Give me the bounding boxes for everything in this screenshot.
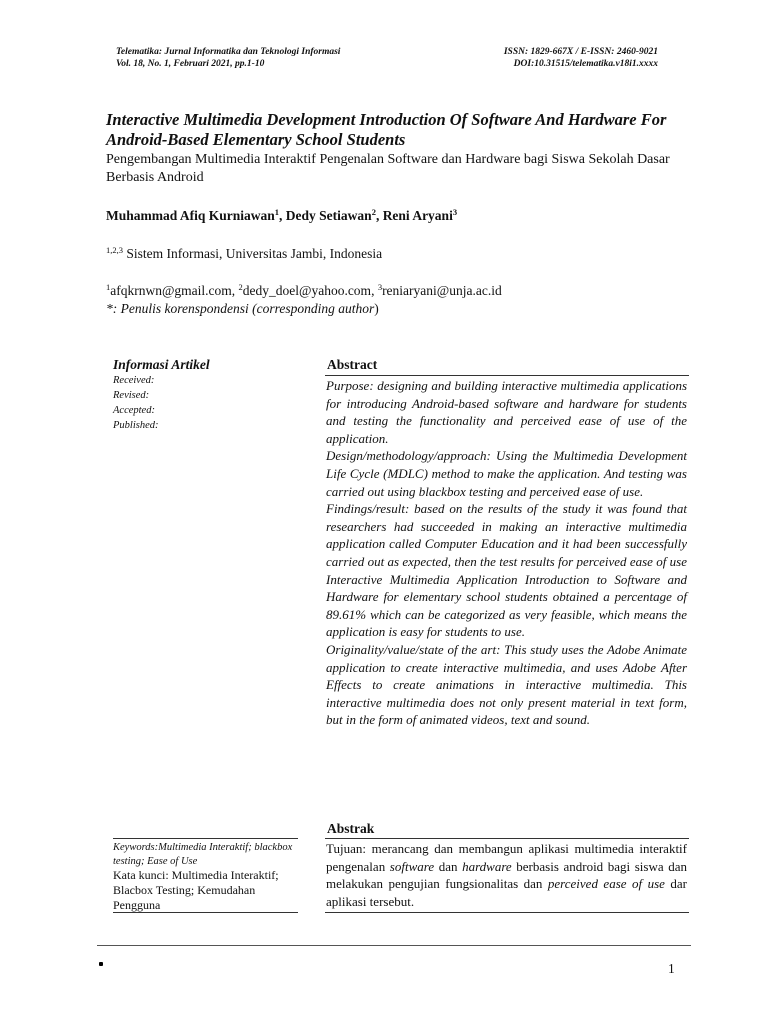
email-sup: 1: [106, 282, 111, 292]
email-block: [106, 282, 502, 318]
keywords-english: Keywords:Multimedia Interaktif; blackbox testing; Ease of Use: [113, 842, 293, 867]
author-name: Muhammad Afiq Kurniawan: [106, 208, 275, 223]
email-link[interactable]: afqkrnwn@gmail.com: [110, 283, 232, 298]
abstrak-text: dan: [434, 858, 463, 874]
abstrak-italic: hardware: [462, 858, 512, 874]
abstract-findings: Findings/result: based on the results of the study it was found that researchers had succeeded in making an interactive multimedia application called Computer Education and it had been successfully carried out as expected, then the test results for perceived ease of use Interactive Multimedia Application Introduction to Software and Hardware for elementary school students obtained a percentage of 89.61% which can be categorized as very feasible, which means the application is easy for students to use.: [326, 501, 687, 640]
corresponding-italic: corresponding author: [256, 301, 375, 316]
author-sup: 2: [371, 207, 376, 217]
keywords-rule-bottom: [113, 912, 298, 913]
running-header-right: [504, 46, 658, 70]
keywords-block: [113, 841, 298, 913]
keywords-rule-top: [113, 838, 298, 839]
abstrak-rule: [325, 838, 689, 839]
email-link[interactable]: dedy_doel@yahoo.com: [242, 283, 372, 298]
affiliation-text: Sistem Informasi, Universitas Jambi, Indonesia: [126, 246, 383, 261]
abstract-rule: [325, 375, 689, 376]
abstract-heading: Abstract: [327, 357, 378, 372]
published-label: Published:: [113, 420, 159, 431]
page-number: 1: [668, 961, 675, 976]
paper-title: Interactive Multimedia Development Introduction Of Software And Hardware For Android-Based Elementary School Students: [106, 110, 667, 149]
journal-volume: Vol. 18, No. 1, Februari 2021, pp.1-10: [116, 59, 265, 69]
journal-name: Telematika: Jurnal Informatika dan Teknologi Informasi: [116, 47, 341, 57]
affiliation: [106, 246, 382, 262]
bullet-icon: [99, 962, 103, 966]
email-sup: 3: [377, 282, 383, 292]
paper-subtitle: Pengembangan Multimedia Interaktif Pengenalan Software dan Hardware bagi Siswa Sekolah Dasar Berbasis Android: [106, 152, 670, 185]
abstract-design: Design/methodology/approach: Using the Multimedia Development Life Cycle (MDLC) method to make the application. And testing was carried out using blackbox testing and perceived ease of use.: [326, 448, 687, 499]
corresponding-note: [106, 300, 502, 318]
abstrak-body: [326, 840, 687, 910]
author-name: Dedy Setiawan: [285, 208, 372, 223]
corresponding-prefix: *: Penulis korenspondensi (: [106, 301, 257, 316]
author-list: Muhammad Afiq Kurniawan$^1$, Dedy Setiawan$^2$, Reni Aryani$^3$: [106, 207, 458, 223]
abstract-originality: Originality/value/state of the art: This study uses the Adobe Animate application to create interactive multimedia, and uses Adobe After Effects to create animations in interactive multimedia. This interactive multimedia does not only present material in text form, but in the form of animated videos, text and sound.: [326, 641, 687, 728]
abstract-purpose: Purpose: designing and building interactive multimedia applications for introducing Android-based software and hardware for students and testing the functionality and perceived ease of use of the application.: [326, 378, 687, 446]
revised-label: Revised:: [113, 390, 150, 401]
author-name: Reni Aryani: [382, 208, 453, 223]
abstrak-italic: software: [389, 858, 435, 874]
affiliation-sup: 1,2,3: [106, 245, 123, 255]
author-sup: 3: [452, 207, 458, 217]
abstrak-text: dar aplikasi tersebut.: [326, 876, 687, 909]
abstrak-rule-bottom: [325, 912, 689, 913]
abstrak-paragraph: [326, 840, 687, 910]
keywords-indonesian: Kata kunci: Multimedia Interaktif; Blacbox Testing; Kemudahan Pengguna: [113, 868, 279, 912]
corresponding-suffix: ): [374, 301, 379, 316]
abstrak-italic: perceived ease of use: [547, 876, 665, 892]
footer-rule: [97, 945, 691, 946]
abstrak-text: berbasis android bagi siswa dan melakukan pengujian fungsionalitas dan: [326, 858, 687, 892]
accepted-label: Accepted:: [113, 405, 155, 416]
email-link[interactable]: reniaryani@unja.ac.id: [382, 283, 502, 298]
email-sup: 2: [238, 282, 243, 292]
article-info: [113, 357, 298, 433]
received-label: Received:: [113, 375, 155, 386]
author-sup: 1: [274, 207, 280, 217]
journal-issn: ISSN: 1829-667X / E-ISSN: 2460-9021: [503, 47, 658, 57]
abstract-body: [326, 377, 687, 729]
email-list: $^1$afqkrnwn@gmail.com, $^2$dedy_doel@yahoo.com, $^3$reniaryani@unja.ac.id: [106, 282, 502, 298]
abstrak-text: Tujuan: merancang dan membangun aplikasi multimedia interaktif pengenalan: [326, 841, 687, 874]
running-header-left: [116, 46, 340, 70]
article-doi: DOI:10.31515/telematika.v18i1.xxxx: [513, 59, 658, 69]
abstrak-heading: Abstrak: [327, 821, 375, 836]
article-info-title: Informasi Artikel: [113, 357, 210, 372]
